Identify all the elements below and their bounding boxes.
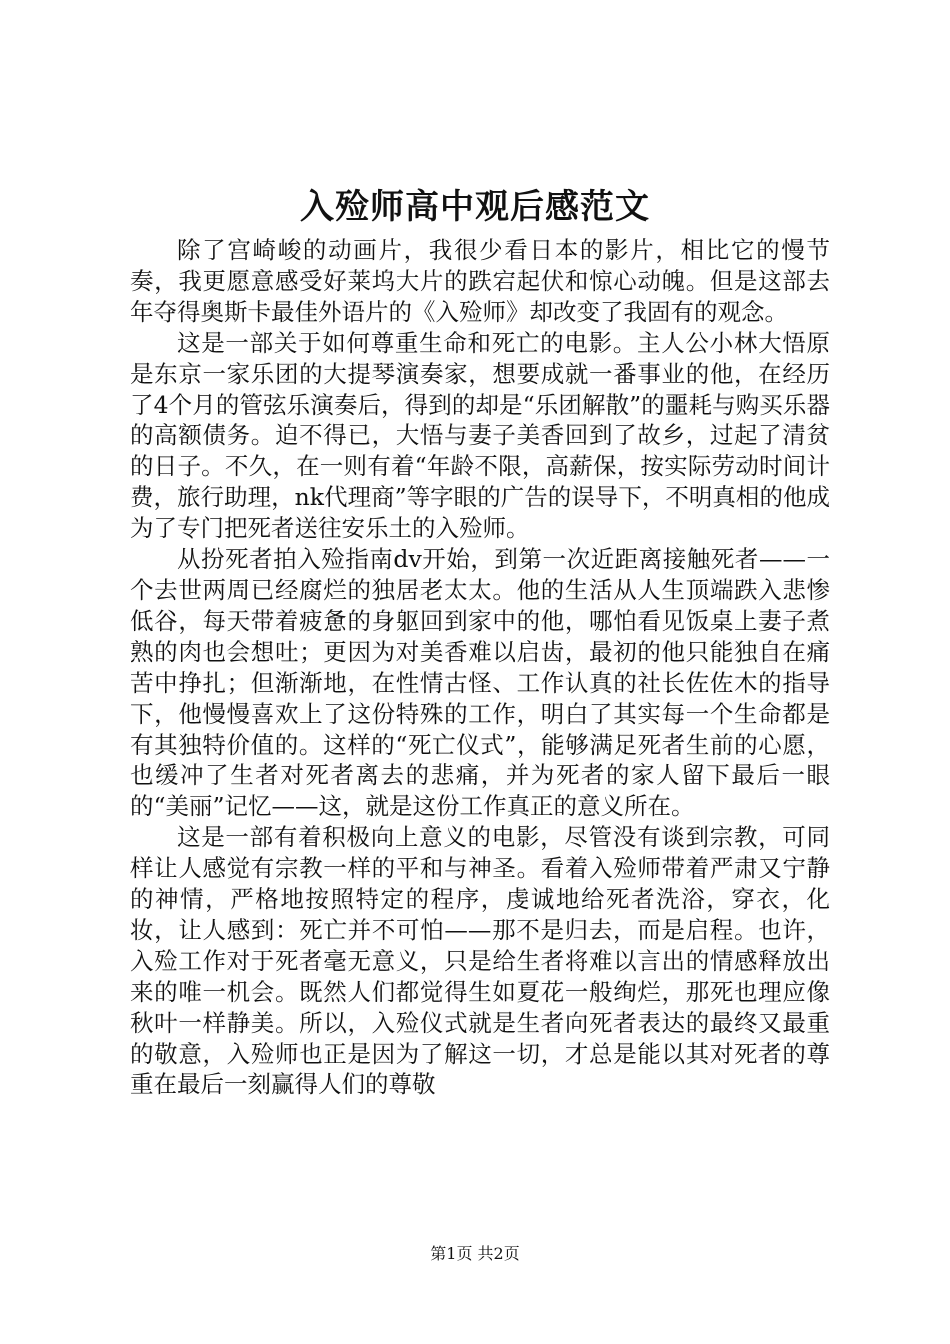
paragraph-2: 这是一部关于如何尊重生命和死亡的电影。主人公小林大悟原是东京一家乐团的大提琴演奏家，想要成就一番事业的他，在经历了4个月的管弦乐演奏后，得到的却是“乐团解散”的噩耗与购买乐器的高额债务。迫不得已，大悟与妻子美香回到了故乡，过起了清贫的日子。不久，在一则有着“年龄不限，高薪保，按实际劳动时间计费，旅行助理，nk代理商”等字眼的广告的误导下，不明真相的他成为了专门把死者送往安乐土的入殓师。 — [130, 328, 830, 543]
paragraph-3: 从扮死者拍入殓指南dv开始，到第一次近距离接触死者——一个去世两周已经腐烂的独居老太太。他的生活从人生顶端跌入悲惨低谷，每天带着疲惫的身躯回到家中的他，哪怕看见饭桌上妻子煮熟的肉也会想吐；更因为对美香难以启齿，最初的他只能独自在痛苦中挣扎；但渐渐地，在性情古怪、工作认真的社长佐佐木的指导下，他慢慢喜欢上了这份特殊的工作，明白了其实每一个生命都是有其独特价值的。这样的“死亡仪式”，能够满足死者生前的心愿，也缓冲了生者对死者离去的悲痛，并为死者的家人留下最后一眼的“美丽”记忆——这，就是这份工作真正的意义所在。 — [130, 545, 830, 821]
page-number-footer: 第1页 共2页 — [430, 1244, 520, 1263]
document-body — [130, 235, 830, 1100]
document-title: 入殓师高中观后感范文 — [300, 187, 650, 227]
paragraph-1: 除了宫崎峻的动画片，我很少看日本的影片，相比它的慢节奏，我更愿意感受好莱坞大片的跌宕起伏和惊心动魄。但是这部去年夺得奥斯卡最佳外语片的《入殓师》却改变了我固有的观念。 — [130, 236, 830, 326]
paragraph-4: 这是一部有着积极向上意义的电影，尽管没有谈到宗教，可同样让人感觉有宗教一样的平和与神圣。看着入殓师带着严肃又宁静的神情，严格地按照特定的程序，虔诚地给死者洗浴，穿衣，化妆，让人感到：死亡并不可怕——那不是归去，而是启程。也许，入殓工作对于死者毫无意义，只是给生者将难以言出的情感释放出来的唯一机会。既然人们都觉得生如夏花一般绚烂，那死也理应像秋叶一样静美。所以，入殓仪式就是生者向死者表达的最终又最重的敬意，入殓师也正是因为了解这一切，才总是能以其对死者的尊重在最后一刻赢得人们的尊敬 — [130, 823, 830, 1099]
